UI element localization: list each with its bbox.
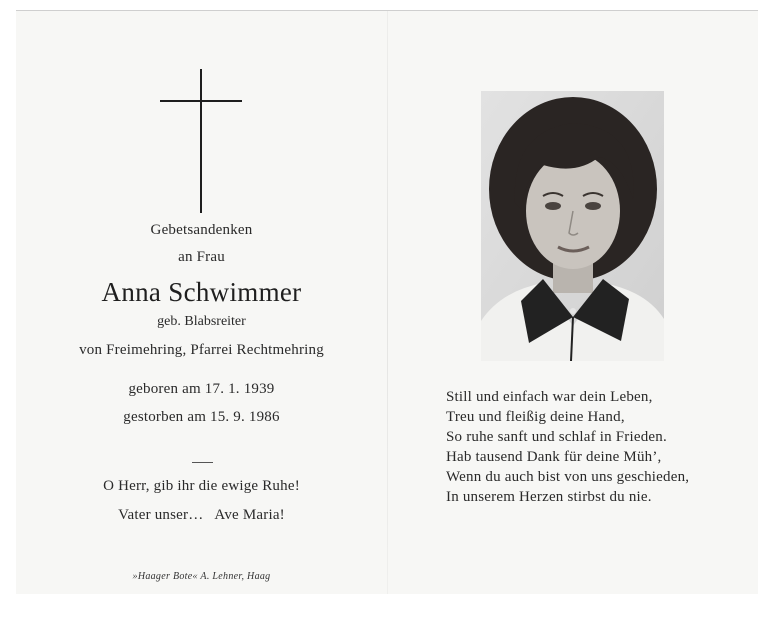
poem-line: In unserem Herzen stirbst du nie. <box>446 489 652 505</box>
origin-line: von Freimehring, Pfarrei Rechtmehring <box>79 342 324 358</box>
poem-line: Wenn du auch bist von uns geschieden, <box>446 469 690 485</box>
right-panel <box>388 11 758 594</box>
prayer-line: O Herr, gib ihr die ewige Ruhe! <box>103 478 300 494</box>
poem-line: Still und einfach war dein Leben, <box>446 389 653 405</box>
left-panel <box>16 11 387 594</box>
poem <box>446 387 746 507</box>
birth-date: geboren am 17. 1. 1939 <box>128 381 275 397</box>
cross-icon <box>160 69 242 213</box>
deceased-name: Anna Schwimmer <box>101 277 302 307</box>
death-date: gestorben am 15. 9. 1986 <box>123 409 280 425</box>
maiden-name: geb. Blabsreiter <box>157 314 246 329</box>
poem-line: So ruhe sanft und schlaf in Frieden. <box>446 429 667 445</box>
poem-line: Treu und fleißig deine Hand, <box>446 409 625 425</box>
salutation: an Frau <box>178 249 225 265</box>
portrait-photo <box>481 91 664 361</box>
prayer-invocation: Vater unser… Ave Maria! <box>118 507 285 523</box>
poem-line: Hab tausend Dank für deine Müh’, <box>446 449 662 465</box>
printer-credit: »Haager Bote« A. Lehner, Haag <box>132 571 271 582</box>
heading: Gebetsandenken <box>150 222 253 238</box>
memorial-card <box>16 10 758 594</box>
divider <box>192 462 213 463</box>
